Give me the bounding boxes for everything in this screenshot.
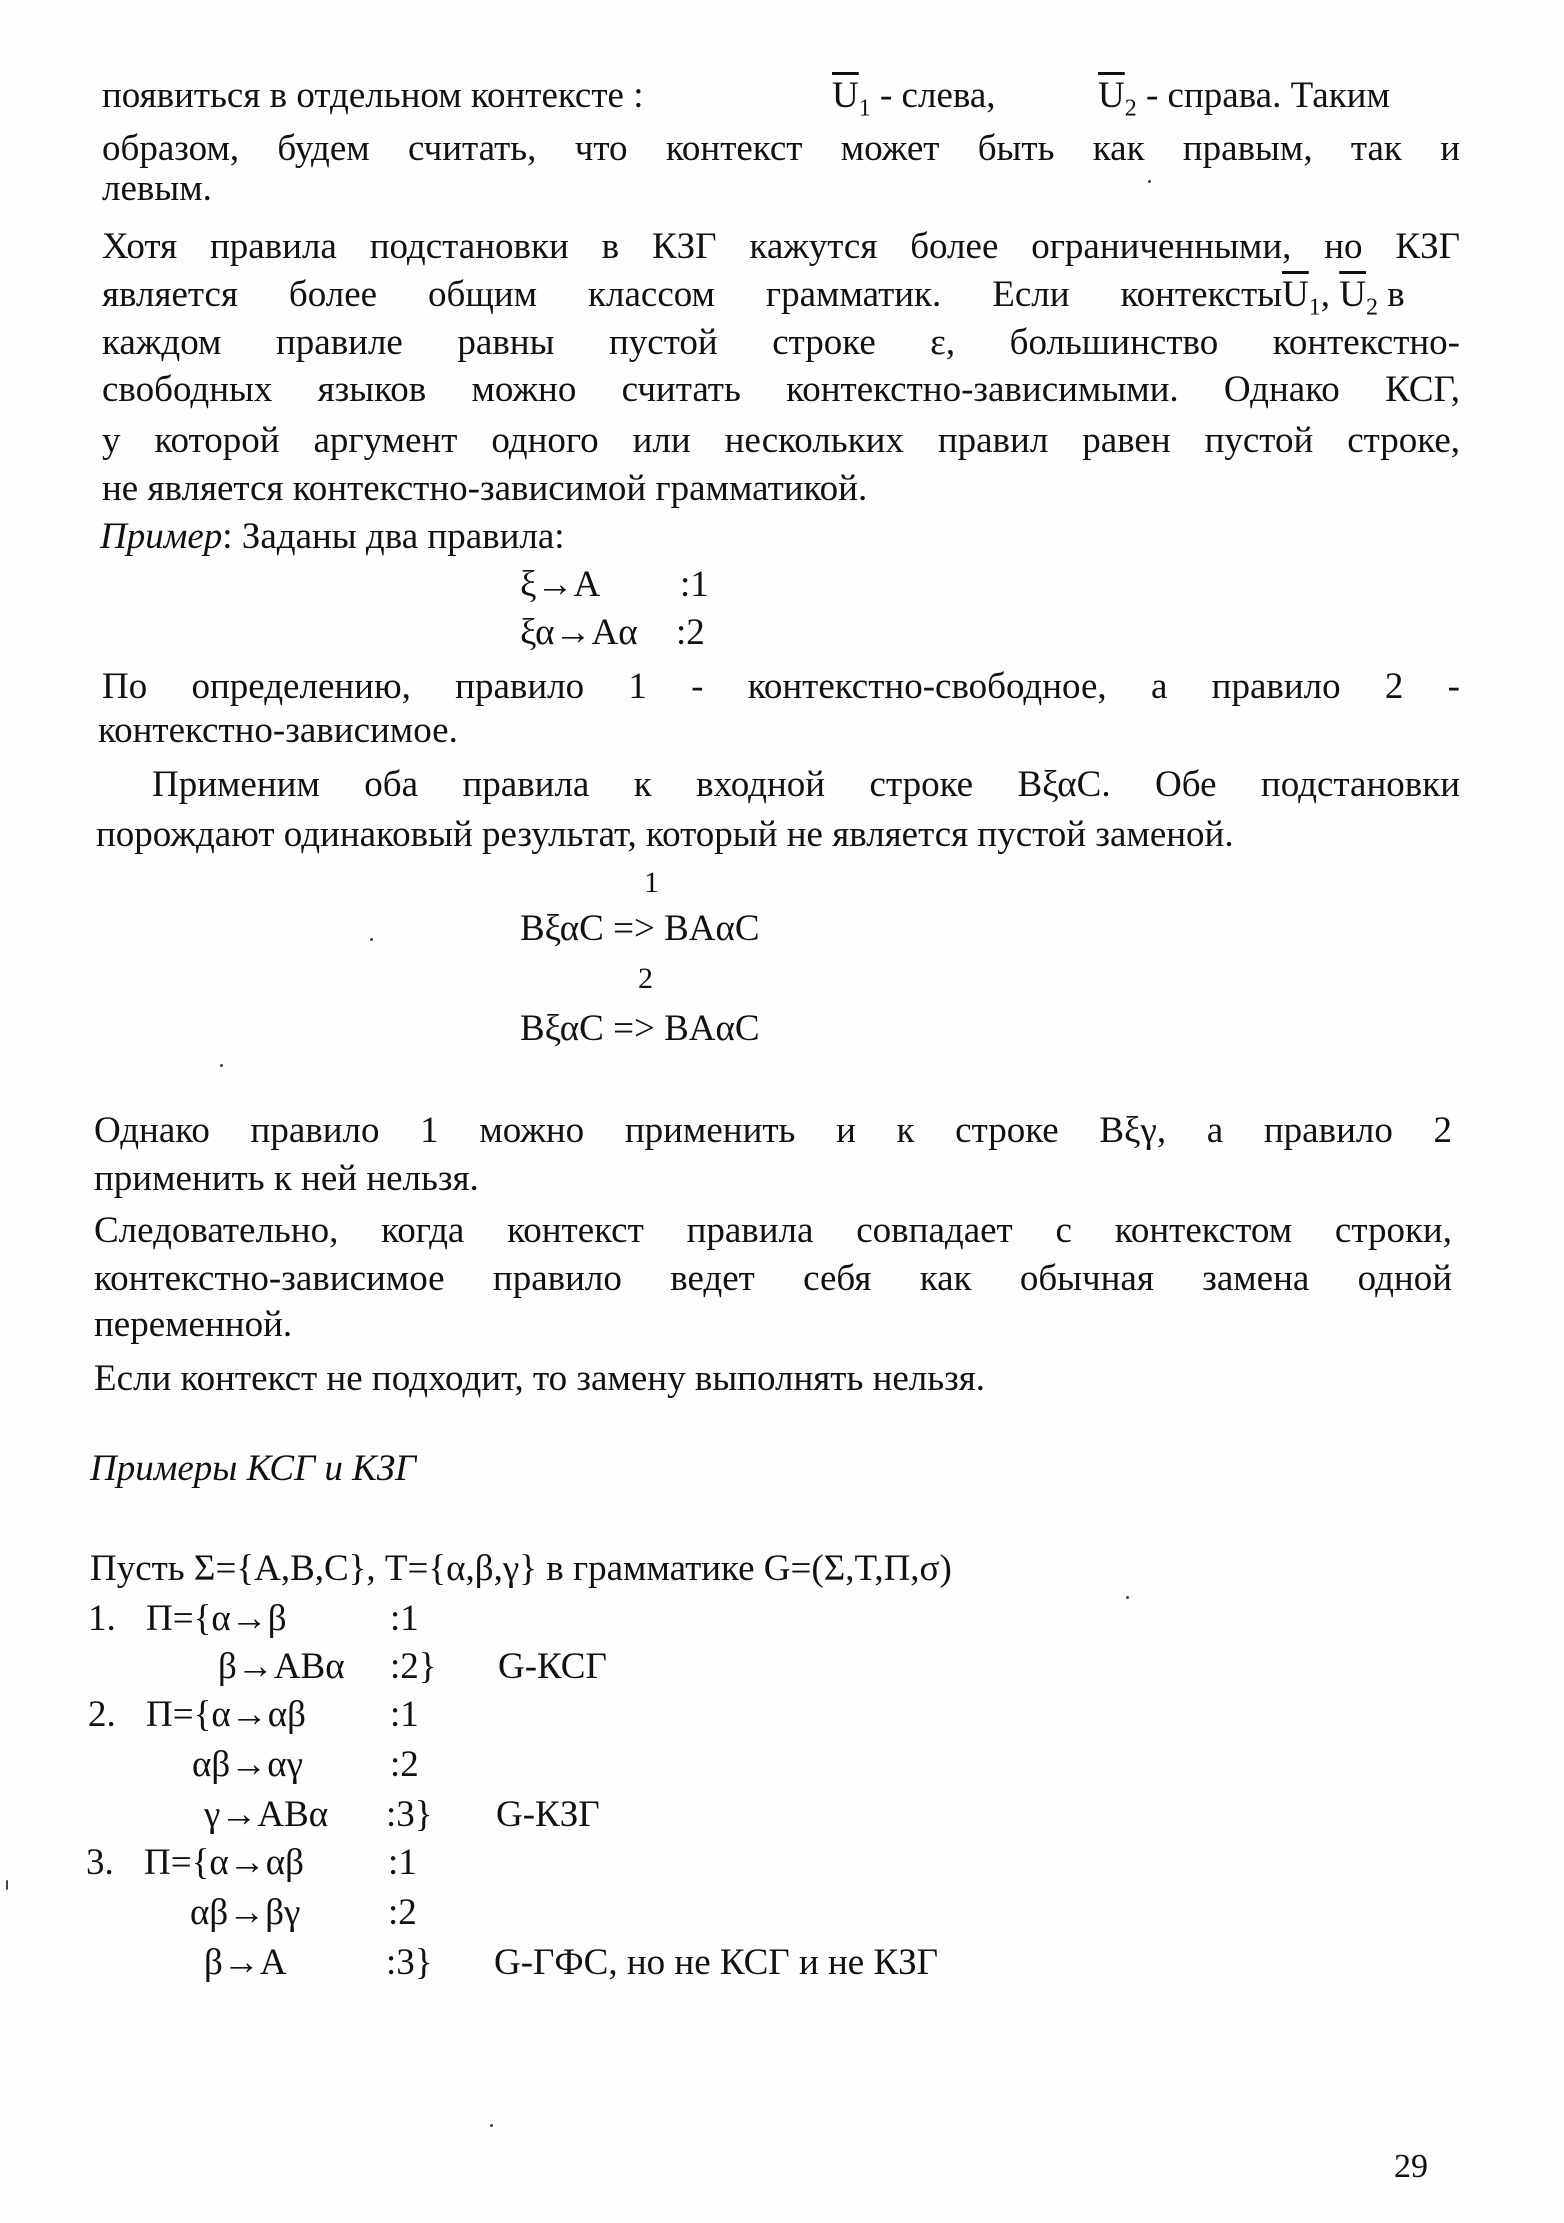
rule-number: :1 [680,564,709,605]
text-line: порождают одинаковый результат, который не является пустой заменой. [96,814,1234,855]
grammar-verdict: G-КЗГ [496,1794,600,1835]
grammar-verdict: G-ГФС, но не КСГ и не КЗГ [494,1942,939,1983]
derivation-step-number: 1 [644,866,659,899]
scan-speck [490,2124,493,2127]
context-u2: $\overline{U}$ [1339,274,1366,315]
rule-expression: αβ→βγ [190,1892,301,1933]
text-fragment: является более общим классом грамматик. Если контексты [102,274,1282,315]
rule-expression: β→ABα [218,1646,345,1687]
rule-expression: β→A [204,1942,287,1983]
subscript: 1 [858,95,871,122]
page-number: 29 [1394,2148,1428,2185]
rule-number: :3} [386,1794,433,1835]
rule-number: :3} [386,1942,433,1983]
grammar-number: 2. [88,1694,116,1735]
subscript: 2 [1365,294,1378,321]
rule-number: :2} [390,1646,437,1687]
text-line: свободных языков можно считать контекстно-зависимыми. Однако КСГ, [102,369,1460,410]
derivation-step-number: 2 [638,962,653,995]
grammar-number: 1. [88,1598,116,1639]
text-line: Следовательно, когда контекст правила совпадает с контекстом строки, [94,1210,1452,1251]
text-fragment: - справа. Таким [1136,75,1390,116]
text-line [102,77,643,114]
scan-speck [1148,180,1151,183]
text-fragment: , [1320,274,1330,315]
subscript: 2 [1124,95,1137,122]
text-line: переменной. [94,1304,293,1345]
scan-speck [1126,1596,1129,1599]
text-line: контекстно-зависимое правило ведет себя как обычная замена одной [94,1258,1452,1299]
grammar-intro: Пусть Σ={A,B,C}, T={α,β,γ} в грамматике G=(Σ,T,Π,σ) [90,1548,952,1589]
text-line [1098,77,1390,120]
grammar-number: 3. [86,1842,114,1883]
text-line: По определению, правило 1 - контекстно-свободное, а правило 2 - [102,666,1460,707]
text-line: левым. [102,168,212,209]
text-fragment: - слева, [870,75,996,116]
rule-expression: Π={α→αβ [146,1694,306,1735]
rule-number: :1 [388,1842,417,1883]
text-line [832,77,996,120]
context-u1: $\overline{U}$ [1282,274,1309,315]
text-line: Однако правило 1 можно применить и к строке Bξγ, а правило 2 [94,1110,1452,1151]
rule-number: :2 [676,612,705,653]
rule-expression: ξ→A [520,564,601,605]
rule-number: :1 [390,1598,419,1639]
example-label: Пример [100,516,223,557]
text-line: образом, будем считать, что контекст может быть как правым, так и [102,128,1460,169]
text-line: Если контекст не подходит, то замену выполнять нельзя. [94,1358,986,1399]
scan-speck [220,1064,223,1067]
text-line: Хотя правила подстановки в КЗГ кажутся более ограниченными, но КЗГ [102,226,1460,267]
text-fragment: в [1387,274,1405,315]
text-line: контекстно-зависимое. [98,710,458,751]
rule-number: :2 [388,1892,417,1933]
scan-speck [370,938,373,941]
rule-expression: Π={α→αβ [144,1842,304,1883]
rule-number: :2 [390,1744,419,1785]
text-fragment: появиться в отдельном контексте : [102,75,644,116]
grammar-verdict: G-КСГ [498,1646,607,1687]
subscript: 1 [1308,294,1321,321]
rule-expression: αβ→αγ [192,1744,303,1785]
text-line: не является контекстно-зависимой грамматикой. [102,468,868,509]
derivation-expression: BξαC => BAαC [520,1008,760,1049]
scan-speck [6,1880,8,1890]
context-u2: $\overline{U}$ [1098,75,1125,116]
text-line: каждом правиле равны пустой строке ε, большинство контекстно- [102,322,1460,363]
text-line: применить к ней нельзя. [94,1158,479,1199]
rule-expression: Π={α→β [146,1598,287,1639]
derivation-expression: BξαC => BAαC [520,908,760,949]
rule-expression: γ→ABα [204,1794,329,1835]
text-line [102,276,1405,319]
rule-number: :1 [390,1694,419,1735]
rule-expression: ξα→Aα [520,612,638,653]
context-u1: $\overline{U}$ [832,75,859,116]
section-title: Примеры КСГ и КЗГ [90,1448,417,1489]
text-fragment: : Заданы два правила: [222,516,565,557]
text-line: у которой аргумент одного или нескольких правил равен пустой строке, [102,420,1460,461]
example-line [100,518,565,555]
text-line: Применим оба правила к входной строке BξαC. Обе подстановки [152,764,1460,805]
